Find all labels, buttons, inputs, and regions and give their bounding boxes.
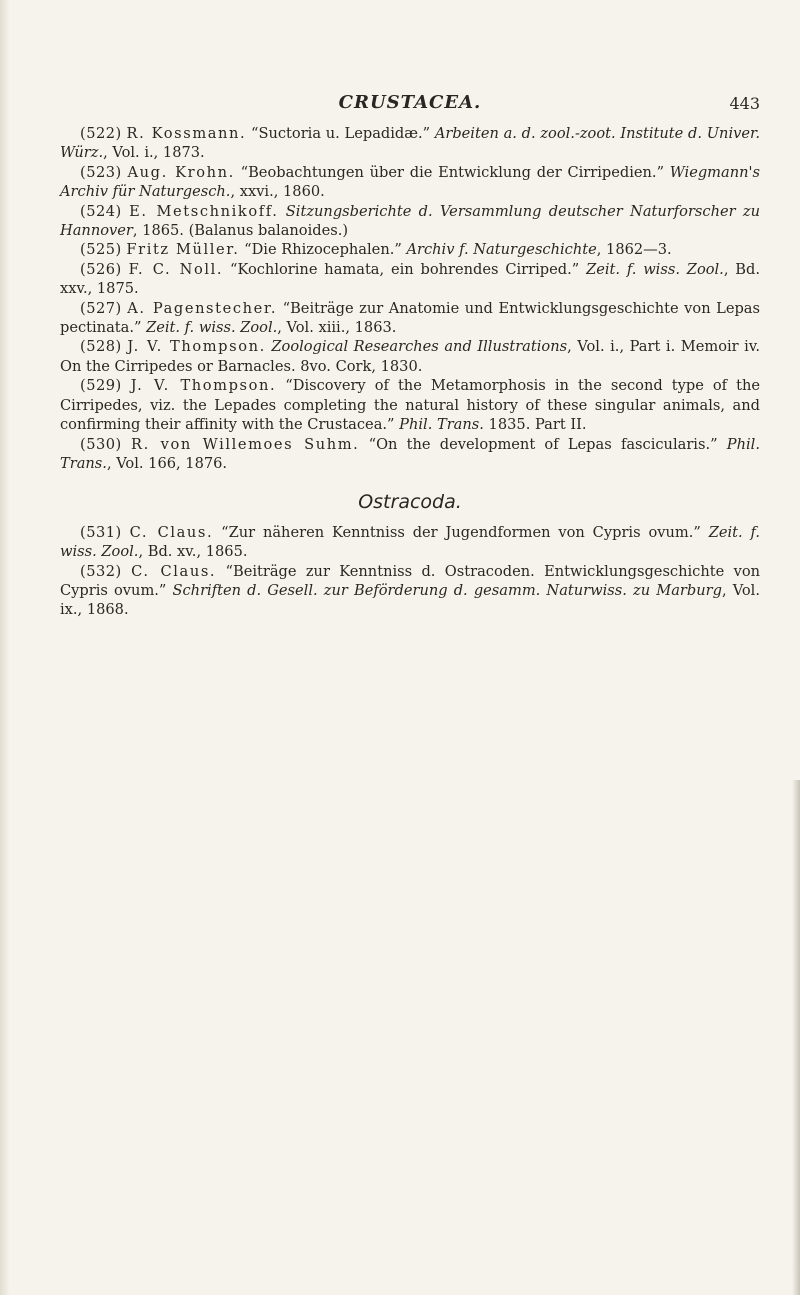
page-edge-left — [0, 0, 10, 1295]
section-heading-ostracoda: Ostracoda. — [358, 491, 462, 514]
entry-title: “Discovery of the Metamorphosis in the second type of the Cirripedes, viz. the Lepades completing the natural history of these singular animals, and confirming their affinity with the Crustacea.” — [60, 377, 760, 434]
entry-author: C. Claus. — [131, 562, 217, 580]
bibliography-entry — [60, 376, 760, 434]
entry-details: , Bd. xxv., 1875. — [60, 260, 761, 298]
entry-title: “Suctoria u. Lepadidæ.” — [246, 125, 435, 142]
entry-details: , Vol. ix., 1868. — [60, 581, 760, 619]
entry-title: “Die Rhizocephalen.” — [239, 241, 407, 259]
page-header — [60, 92, 760, 116]
entry-number: (530) — [80, 435, 122, 453]
entry-author: R. Kossmann. — [126, 125, 247, 142]
bibliography-entry — [60, 202, 760, 241]
entry-title: “Beiträge zur Kenntniss d. Ostracoden. Entwicklungsgeschichte von Cypris ovum.” — [60, 562, 761, 599]
entry-author: J. V. Thompson. — [130, 377, 277, 395]
entry-number: (522) — [80, 125, 122, 142]
bibliography-entry — [60, 299, 760, 338]
entry-details: , Vol. i., Part i. Memoir iv. On the Cirripedes or Barnacles. 8vo. Cork, 1830. — [60, 338, 760, 375]
entry-author: Fritz Müller. — [126, 241, 240, 259]
entry-details: , Vol. i., 1873. — [103, 144, 205, 162]
entry-author: A. Pagenstecher. — [127, 299, 278, 317]
entry-title: “Zur näheren Kenntniss der Jugendformen von Cypris ovum.” — [213, 523, 709, 541]
entry-author: C. Claus. — [129, 523, 214, 541]
entry-number: (528) — [80, 338, 122, 356]
entry-author: E. Metschnikoff. — [129, 202, 279, 220]
entry-number: (526) — [80, 260, 122, 278]
entry-source: Schriften d. Gesell. zur Beförderung d. gesamm. Naturwiss. zu Marburg — [172, 581, 722, 599]
bibliography-list-ostracoda — [60, 523, 760, 620]
entry-source: Sitzungsberichte d. Versammlung deutscher Naturforscher zu Hannover — [60, 202, 761, 240]
entry-details: , 1862—3. — [596, 241, 672, 259]
bibliography-body — [60, 124, 760, 620]
bibliography-list-cirripedia — [60, 124, 760, 473]
entry-number: (532) — [80, 562, 122, 580]
entry-author: R. von Willemoes Suhm. — [131, 435, 360, 453]
entry-number: (523) — [80, 163, 122, 181]
page-edge-right — [792, 780, 800, 1295]
entry-author: F. C. Noll. — [128, 260, 224, 278]
bibliography-entry — [60, 562, 760, 620]
entry-title: “Beiträge zur Anatomie und Entwicklungsgeschichte von Lepas pectinata.” — [60, 299, 760, 337]
entry-title: “Beobachtungen über die Entwicklung der Cirripedien.” — [234, 163, 670, 181]
bibliography-entry — [60, 435, 760, 474]
entry-details: , Vol. 166, 1876. — [106, 454, 228, 472]
entry-number: (525) — [80, 241, 122, 259]
entry-source: Archiv f. Naturgeschichte — [406, 241, 597, 259]
entry-author: Aug. Krohn. — [127, 163, 235, 181]
entry-source: Wiegmann's Archiv für Naturgesch. — [60, 163, 761, 201]
entry-number: (527) — [80, 299, 122, 317]
entry-details: , Bd. xv., 1865. — [138, 543, 248, 561]
running-title: CRUSTACEA. — [338, 92, 482, 113]
entry-author: J. V. Thompson. — [127, 338, 266, 356]
entry-details: , xxvi., 1860. — [230, 183, 325, 201]
page-number: 443 — [729, 94, 760, 113]
bibliography-entry — [60, 523, 760, 562]
entry-title: “On the development of Lepas fascicularis.” — [359, 435, 727, 453]
entry-number: (531) — [80, 523, 122, 541]
entry-source: Phil. Trans. — [60, 435, 760, 472]
entry-source: Zeit. f. wiss. Zool. — [60, 523, 761, 561]
entry-title — [278, 203, 285, 220]
entry-source: Zeit. f. wiss. Zool. — [586, 260, 724, 278]
entry-details: 1835. Part II. — [483, 416, 587, 434]
bibliography-entry — [60, 240, 760, 259]
entry-details: , Vol. xiii., 1863. — [277, 319, 397, 337]
entry-title: “Kochlorine hamata, ein bohrendes Cirriped.” — [223, 260, 587, 278]
entry-source: Phil. Trans. — [399, 416, 484, 434]
bibliography-entry — [60, 124, 760, 163]
entry-details: , 1865. (Balanus balanoides.) — [132, 222, 349, 240]
bibliography-entry — [60, 337, 760, 376]
entry-number: (529) — [80, 377, 122, 395]
entry-source: Arbeiten a. d. zool.-zoot. Institute d. Univer. Würz. — [60, 125, 761, 162]
entry-number: (524) — [80, 202, 122, 220]
entry-source: Zoological Researches and Illustrations — [271, 338, 568, 356]
entry-source: Zeit. f. wiss. Zool. — [146, 319, 278, 337]
bibliography-entry — [60, 260, 760, 299]
bibliography-entry — [60, 163, 760, 202]
